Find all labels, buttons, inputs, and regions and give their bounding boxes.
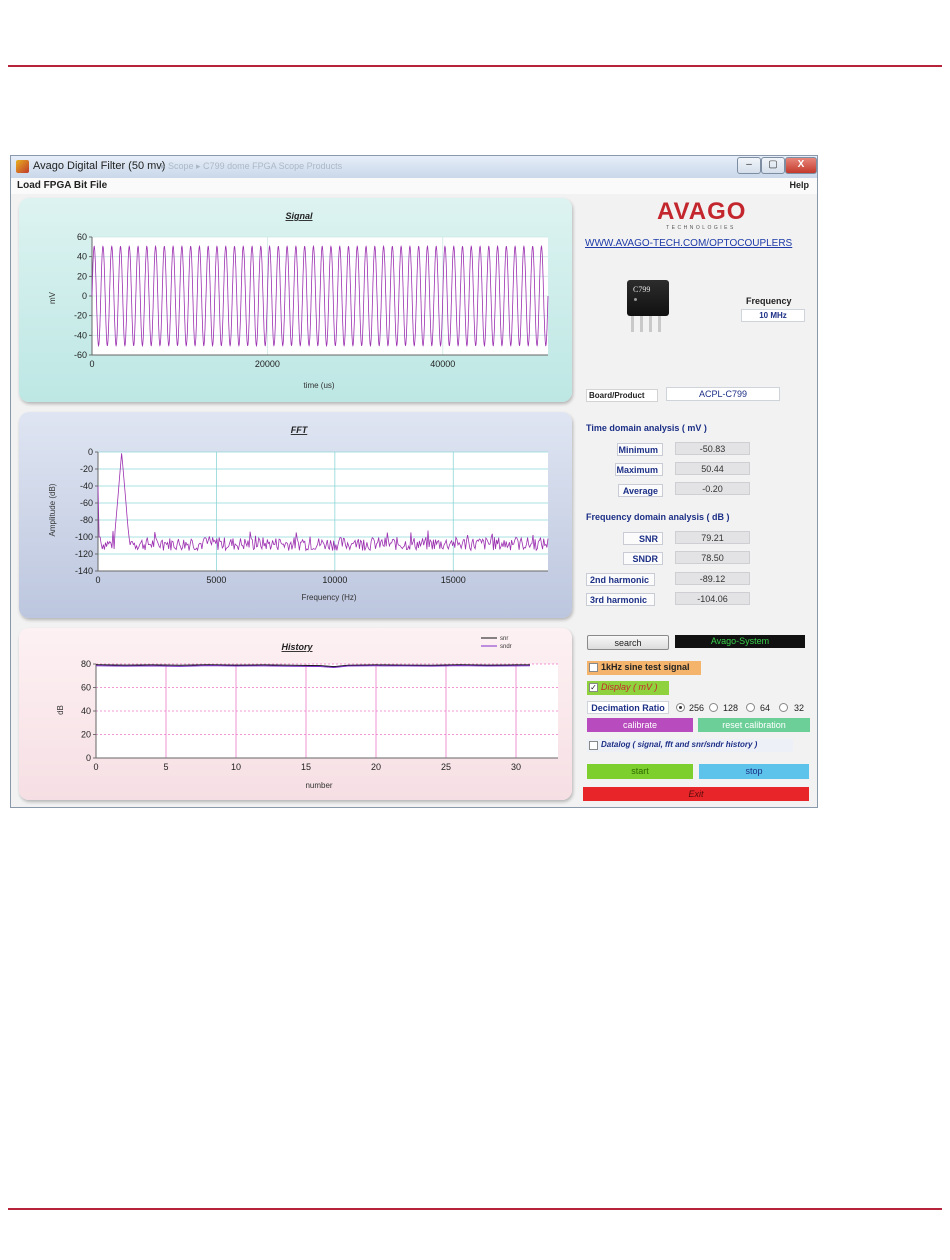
y-tick-label: -140 bbox=[74, 566, 93, 576]
second-harmonic-value: -89.12 bbox=[675, 572, 750, 585]
chip-marking: C799 bbox=[633, 285, 651, 294]
x-tick-label: 0 bbox=[89, 359, 95, 369]
x-tick-label: 20000 bbox=[254, 359, 280, 369]
y-tick-label: 0 bbox=[87, 447, 93, 457]
plot-area bbox=[98, 452, 548, 571]
chip-image bbox=[625, 278, 673, 336]
maximum-label: Maximum bbox=[615, 463, 663, 476]
history-panel bbox=[19, 628, 572, 800]
website-link[interactable]: WWW.AVAGO-TECH.COM/OPTOCOUPLERS bbox=[585, 238, 793, 249]
average-label: Average bbox=[618, 484, 663, 497]
signal-panel bbox=[19, 198, 572, 402]
second-harmonic-label: 2nd harmonic bbox=[586, 573, 655, 586]
third-harmonic-label: 3rd harmonic bbox=[586, 593, 655, 606]
display-checkbox[interactable]: ✓ bbox=[590, 683, 597, 692]
x-tick-label: 0 bbox=[93, 762, 99, 772]
decimation-option-256: 256 bbox=[689, 703, 705, 713]
maximum-value: 50.44 bbox=[675, 462, 750, 475]
x-tick-label: 10 bbox=[230, 762, 242, 772]
page-bottom-rule bbox=[8, 1208, 942, 1210]
time-domain-header: Time domain analysis ( mV ) bbox=[586, 423, 707, 433]
freq-domain-header: Frequency domain analysis ( dB ) bbox=[586, 512, 730, 522]
start-button[interactable]: start bbox=[587, 764, 693, 779]
product-value: ACPL-C799 bbox=[666, 387, 780, 401]
minimize-button[interactable]: – bbox=[737, 157, 761, 174]
y-tick-label: 40 bbox=[80, 706, 91, 716]
maximize-button[interactable]: ▢ bbox=[761, 157, 785, 174]
third-harmonic-value: -104.06 bbox=[675, 592, 750, 605]
decimation-option-128: 128 bbox=[723, 703, 739, 713]
chart-legend bbox=[481, 636, 512, 650]
x-tick-label: 5 bbox=[163, 762, 169, 772]
y-tick-label: 40 bbox=[76, 251, 87, 262]
sndr-label: SNDR bbox=[623, 552, 663, 565]
frequency-label: Frequency bbox=[746, 296, 792, 306]
datalog-checkbox[interactable] bbox=[589, 741, 598, 750]
legend-label-sndr: sndr bbox=[500, 644, 512, 650]
y-axis-label: dB bbox=[56, 705, 65, 715]
decimation-radio-64[interactable] bbox=[746, 703, 755, 712]
y-tick-label: -80 bbox=[79, 515, 93, 525]
device-display: Avago-System bbox=[675, 635, 805, 648]
y-tick-label: -60 bbox=[79, 498, 93, 508]
search-button[interactable]: search bbox=[587, 635, 669, 650]
history-chart bbox=[19, 628, 572, 800]
x-axis-label: time (us) bbox=[303, 381, 335, 390]
y-tick-label: 80 bbox=[80, 659, 91, 669]
menu-help[interactable]: Help bbox=[789, 180, 809, 190]
y-axis-label: Amplitude (dB) bbox=[48, 483, 57, 537]
page-top-rule bbox=[8, 65, 942, 67]
y-tick-label: 0 bbox=[81, 291, 87, 301]
minimum-value: -50.83 bbox=[675, 442, 750, 455]
snr-value: 79.21 bbox=[675, 531, 750, 544]
decimation-option-64: 64 bbox=[760, 703, 771, 713]
decimation-radio-32[interactable] bbox=[779, 703, 788, 712]
y-tick-label: 60 bbox=[80, 682, 91, 693]
fft-panel bbox=[19, 412, 572, 618]
fft-chart bbox=[19, 412, 572, 618]
sine-test-label: 1kHz sine test signal bbox=[601, 662, 690, 672]
reset-calibration-button[interactable]: reset calibration bbox=[698, 718, 810, 732]
x-tick-label: 25 bbox=[440, 762, 452, 772]
sine-test-checkbox[interactable] bbox=[589, 663, 598, 672]
decimation-radio-128[interactable] bbox=[709, 703, 718, 712]
window-title: Avago Digital Filter (50 mv) bbox=[33, 160, 166, 172]
legend-label-snr: snr bbox=[500, 636, 509, 642]
logo-subtext: TECHNOLOGIES bbox=[666, 225, 736, 231]
menu-bar bbox=[11, 178, 817, 194]
y-tick-label: -120 bbox=[74, 549, 93, 559]
y-tick-label: -60 bbox=[73, 350, 87, 360]
x-axis-label: number bbox=[305, 781, 333, 790]
close-button[interactable]: X bbox=[785, 157, 817, 174]
exit-button[interactable]: Exit bbox=[583, 787, 809, 801]
avago-logo bbox=[657, 200, 745, 231]
minimum-label: Minimum bbox=[617, 443, 663, 456]
y-tick-label: 0 bbox=[85, 753, 91, 763]
decimation-label: Decimation Ratio bbox=[587, 701, 669, 714]
sndr-value: 78.50 bbox=[675, 551, 750, 564]
title-bar[interactable] bbox=[11, 156, 817, 179]
decimation-radio-256[interactable] bbox=[676, 703, 685, 712]
logo-text: AVAGO bbox=[657, 198, 747, 225]
signal-chart bbox=[19, 198, 572, 402]
stop-button[interactable]: stop bbox=[699, 764, 809, 779]
sine-test-toggle[interactable] bbox=[587, 661, 701, 675]
chart-title: History bbox=[281, 642, 313, 652]
x-tick-label: 40000 bbox=[430, 359, 456, 369]
x-axis-label: Frequency (Hz) bbox=[301, 593, 357, 602]
y-tick-label: 60 bbox=[76, 232, 87, 242]
x-tick-label: 20 bbox=[370, 762, 382, 772]
calibrate-button[interactable]: calibrate bbox=[587, 718, 693, 732]
y-tick-label: -20 bbox=[79, 464, 93, 474]
y-tick-label: -20 bbox=[73, 310, 87, 321]
product-label: Board/Product bbox=[586, 389, 658, 402]
y-tick-label: -100 bbox=[74, 532, 93, 542]
display-toggle[interactable] bbox=[587, 681, 669, 695]
chart-title: FFT bbox=[290, 425, 308, 435]
y-tick-label: -40 bbox=[79, 481, 93, 491]
x-tick-label: 30 bbox=[510, 762, 522, 772]
x-tick-label: 0 bbox=[95, 575, 101, 585]
average-value: -0.20 bbox=[675, 482, 750, 495]
y-tick-label: 20 bbox=[76, 271, 87, 282]
snr-label: SNR bbox=[623, 532, 663, 545]
x-tick-label: 5000 bbox=[206, 575, 227, 585]
y-tick-label: -40 bbox=[73, 330, 87, 341]
y-axis-label: mV bbox=[48, 292, 57, 304]
x-tick-label: 15 bbox=[300, 762, 312, 772]
datalog-label: Datalog ( signal, fft and snr/sndr history ) bbox=[601, 740, 758, 749]
y-tick-label: 20 bbox=[80, 729, 91, 740]
frequency-value: 10 MHz bbox=[741, 309, 805, 322]
app-window bbox=[10, 155, 818, 808]
decimation-option-32: 32 bbox=[794, 703, 805, 713]
app-icon bbox=[16, 160, 29, 173]
x-tick-label: 15000 bbox=[440, 575, 466, 585]
menu-load-fpga[interactable]: Load FPGA Bit File bbox=[17, 180, 108, 191]
display-label: Display ( mV ) bbox=[601, 682, 658, 692]
x-tick-label: 10000 bbox=[322, 575, 348, 585]
datalog-toggle[interactable] bbox=[587, 739, 793, 752]
chart-title: Signal bbox=[285, 211, 313, 221]
window-path-text: ... ▸ Scope ▸ C799 dome FPGA Scope Products bbox=[151, 161, 343, 171]
